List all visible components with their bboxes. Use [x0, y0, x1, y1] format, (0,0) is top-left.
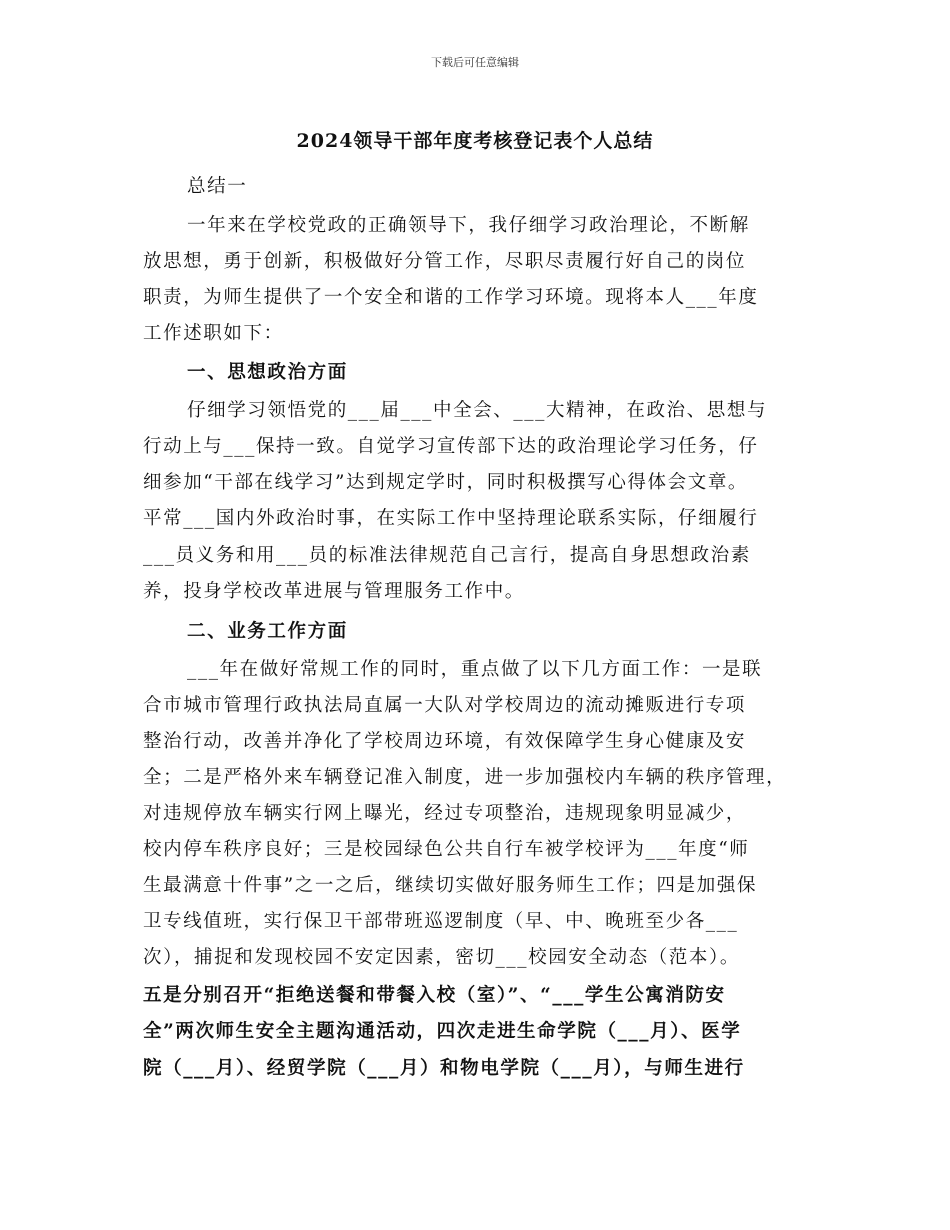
paragraph-line: 放思想，勇于创新，积极做好分管工作，尽职尽责履行好自己的岗位 — [143, 251, 747, 272]
section-heading: 二、业务工作方面 — [187, 621, 348, 642]
paragraph-line: ___员义务和用___员的标准法律规范自己言行，提高自身思想政治素 — [143, 545, 751, 566]
paragraph-line: 校内停车秩序良好；三是校园绿色公共自行车被学校评为___年度“师 — [143, 839, 750, 860]
paragraph-line: 合市城市管理行政执法局直属一大队对学校周边的流动摊贩进行专项 — [143, 695, 747, 716]
paragraph-line: 五是分别召开“拒绝送餐和带餐入校（室）”、“___学生公寓消防安 — [143, 985, 726, 1006]
paragraph-line: 对违规停放车辆实行网上曝光，经过专项整治，违规现象明显减少， — [143, 803, 747, 824]
paragraph-line: 整治行动，改善并净化了学校周边环境，有效保障学生身心健康及安 — [143, 731, 747, 752]
paragraph-line: ___年在做好常规工作的同时，重点做了以下几方面工作：一是联 — [187, 659, 763, 680]
section-heading: 一、思想政治方面 — [187, 362, 348, 383]
paragraph-line: 卫专线值班，实行保卫干部带班巡逻制度（早、中、晚班至少各___ — [143, 911, 739, 932]
section-label: 总结一 — [187, 176, 248, 197]
paragraph-line: 次），捕捉和发现校园不安定因素，密切___校园安全动态（范本）。 — [143, 947, 740, 968]
paragraph-line: 院（___月）、经贸学院（___月）和物电学院（___月），与师生进行 — [143, 1058, 745, 1079]
paragraph-line: 全；二是严格外来车辆登记准入制度，进一步加强校内车辆的秩序管理， — [143, 767, 787, 788]
paragraph-line: 职责，为师生提供了一个安全和谐的工作学习环境。现将本人___年度 — [143, 287, 759, 308]
paragraph-line: 一年来在学校党政的正确领导下，我仔细学习政治理论，不断解 — [187, 215, 750, 236]
paragraph-line: 平常___国内外政治时事，在实际工作中坚持理论联系实际，仔细履行 — [143, 508, 759, 529]
paragraph-line: 生最满意十件事”之一之后，继续切实做好服务师生工作；四是加强保 — [143, 875, 758, 896]
paragraph-line: 仔细学习领悟党的___届___中全会、___大精神，在政治、思想与 — [187, 400, 768, 421]
paragraph-line: 行动上与___保持一致。自觉学习宣传部下达的政治理论学习任务，仔 — [143, 436, 759, 457]
header-note: 下载后可任意编辑 — [431, 56, 519, 69]
document-title: 2024领导干部年度考核登记表个人总结 — [296, 130, 654, 152]
paragraph-line: 全”两次师生安全主题沟通活动，四次走进生命学院（___月）、医学 — [143, 1021, 742, 1042]
paragraph-line: 细参加“干部在线学习”达到规定学时，同时积极撰写心得体会文章。 — [143, 472, 749, 493]
paragraph-line: 养，投身学校改革进展与管理服务工作中。 — [143, 581, 525, 602]
paragraph-line: 工作述职如下： — [143, 323, 284, 344]
